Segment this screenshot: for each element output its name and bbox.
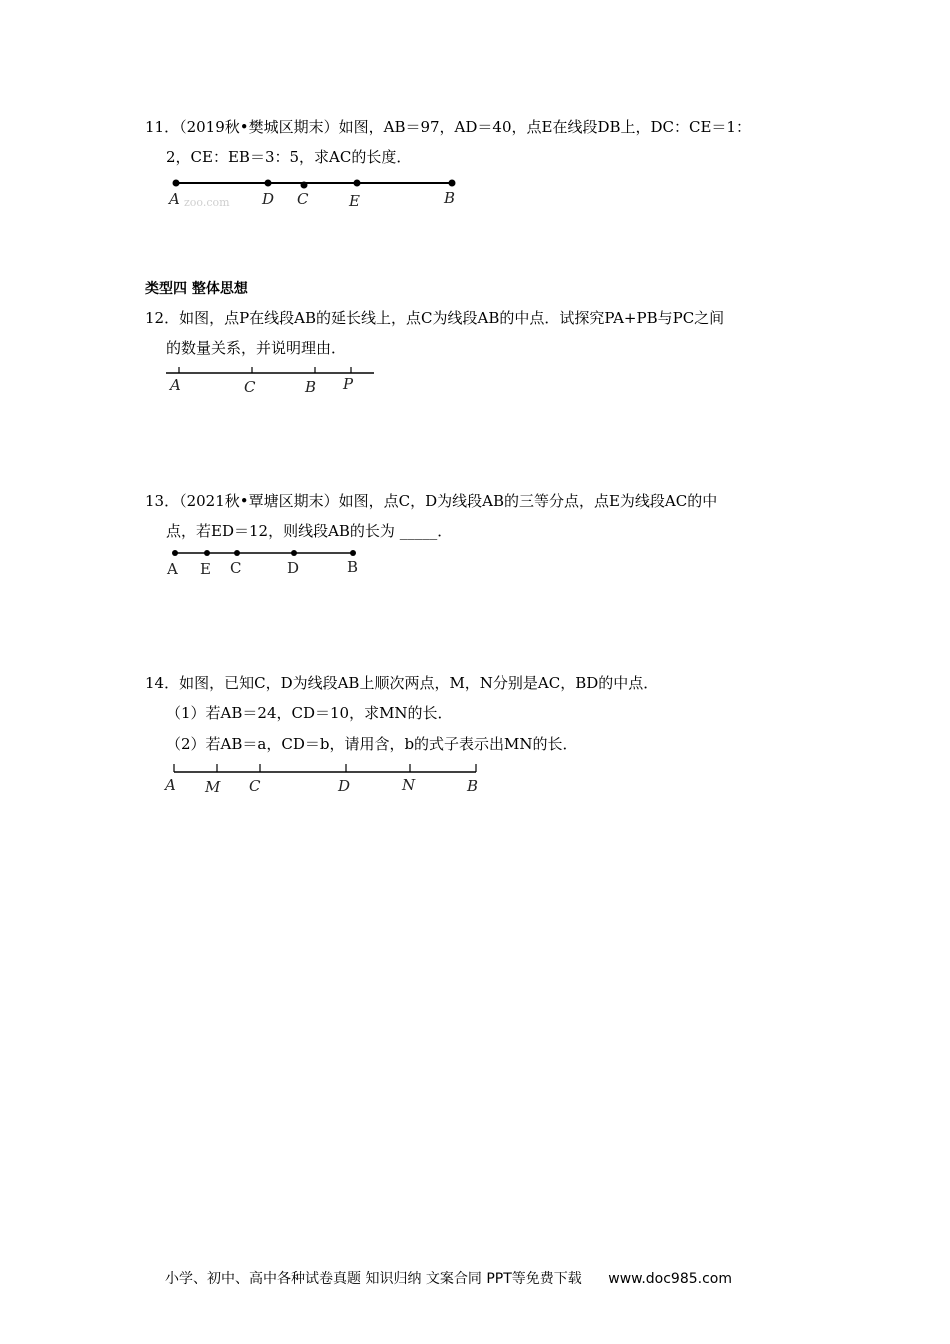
footer-text: 小学、初中、高中各种试卷真题 知识归纳 文案合同 PPT等免费下载: [165, 1271, 582, 1287]
q13-label-b: B: [347, 558, 359, 576]
q11-point-b: [449, 180, 456, 187]
q14-part2: （2）若AB＝a，CD＝b，请用含，b的式子表示出MN的长．: [166, 735, 578, 753]
q14-label-n: N: [402, 776, 416, 794]
q11-label-d: D: [262, 190, 275, 208]
q11-text-line1: 11．（2019秋•樊城区期末）如图，AB＝97，AD＝40，点E在线段DB上，DC：CE＝1：: [145, 118, 751, 136]
footer-url[interactable]: www.doc985.com: [608, 1271, 732, 1287]
q13-point-e: [204, 550, 210, 556]
section-heading: 类型四 整体思想: [145, 281, 248, 297]
q14-part1: （1）若AB＝24，CD＝10，求MN的长．: [166, 704, 453, 722]
q13-label-e: E: [200, 560, 211, 578]
q13-label-d: D: [287, 559, 300, 577]
q12-text-line2: 的数量关系，并说明理由．: [166, 339, 347, 357]
q11-label-e: E: [349, 192, 360, 210]
q12-segment-figure: [160, 362, 380, 398]
q14-text-line1: 14．如图，已知C，D为线段AB上顺次两点，M，N分别是AC，BD的中点．: [145, 674, 659, 692]
q13-label-c: C: [230, 559, 242, 577]
q12-text-line1: 12．如图，点P在线段AB的延长线上，点C为线段AB的中点．试探究PA+PB与PC之间: [145, 309, 725, 327]
q11-point-a: [173, 180, 180, 187]
q12-label-a: A: [170, 376, 181, 394]
q13-point-a: [172, 550, 178, 556]
q14-label-a: A: [165, 776, 176, 794]
q13-point-b: [350, 550, 356, 556]
q13-text-line2: 点，若ED＝12，则线段AB的长为 _____．: [166, 522, 453, 540]
q12-label-b: B: [305, 378, 317, 396]
q14-label-m: M: [205, 778, 221, 796]
q11-label-b: B: [444, 189, 456, 207]
q11-point-d: [265, 180, 272, 187]
footer: [165, 1268, 732, 1288]
q13-point-d: [291, 550, 297, 556]
q11-point-c: [301, 182, 308, 189]
q12-label-p: P: [343, 375, 354, 393]
q12-label-c: C: [244, 378, 256, 396]
q11-label-a: A: [169, 190, 180, 208]
q13-text-line1: 13．（2021秋•覃塘区期末）如图，点C，D为线段AB的三等分点，点E为线段AC的中: [145, 492, 718, 510]
q11-text-line2: 2，CE：EB＝3：5，求AC的长度．: [166, 148, 412, 166]
q11-label-c: C: [297, 190, 309, 208]
q11-point-e: [354, 180, 361, 187]
q14-label-c: C: [249, 777, 261, 795]
q13-segment-figure: [160, 544, 370, 580]
q13-point-c: [234, 550, 240, 556]
q14-segment-figure: [160, 760, 490, 800]
q14-label-d: D: [338, 777, 351, 795]
q13-label-a: A: [167, 560, 178, 578]
q11-segment-figure: [160, 172, 470, 212]
q14-label-b: B: [467, 777, 479, 795]
q11-watermark: zoo.com: [184, 196, 230, 209]
